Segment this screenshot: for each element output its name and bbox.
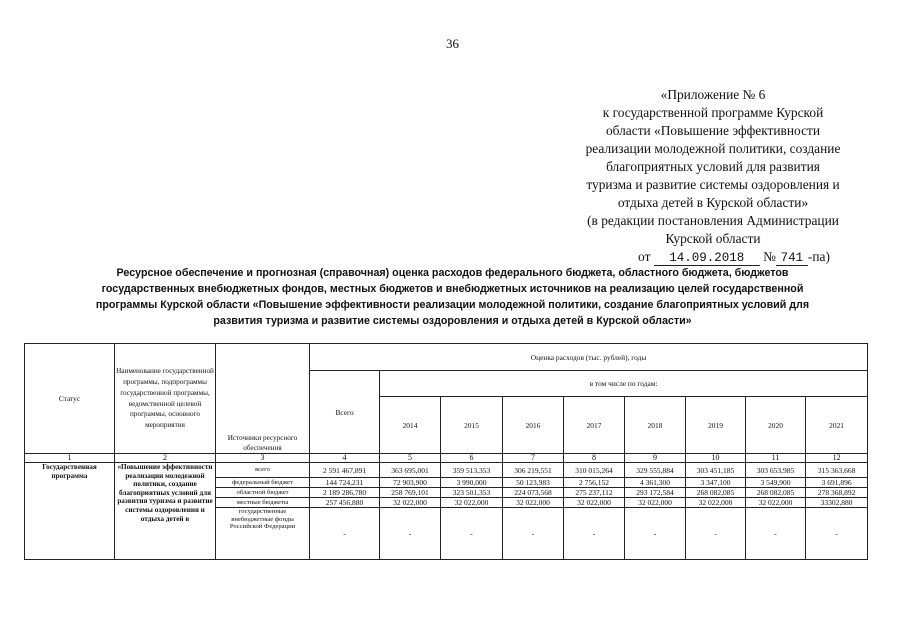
value-cell: 275 237,112 [564,488,625,498]
header-total: Всего [310,371,380,454]
value-cell: 268 082,085 [686,488,746,498]
column-number: 11 [746,454,806,463]
appendix-note [548,86,878,266]
value-cell: 32 022,000 [564,498,625,508]
value-cell: - [806,508,868,560]
number-label: № [763,249,776,264]
value-cell: - [503,508,564,560]
value-cell: 3 691,896 [806,478,868,488]
value-cell: 144 724,231 [310,478,380,488]
value-cell: 2 189 286,780 [310,488,380,498]
value-cell: 359 513,353 [441,463,503,478]
value-cell: 3 347,100 [686,478,746,488]
value-cell: - [746,508,806,560]
column-number: 7 [503,454,564,463]
value-cell: 310 015,264 [564,463,625,478]
header-year: 2014 [380,397,441,454]
value-cell: 32 022,000 [380,498,441,508]
value-cell: 32 022,000 [686,498,746,508]
header-status: Статус [25,344,115,454]
value-cell: - [380,508,441,560]
source-label: всего [216,463,310,478]
appendix-line: туризма и развитие системы оздоровления и [586,177,840,192]
appendix-line: Курской области [665,231,761,246]
header-year: 2020 [746,397,806,454]
value-cell: 3 990,000 [441,478,503,488]
value-cell: - [686,508,746,560]
value-cell: 306 219,551 [503,463,564,478]
program-name: «Повышение эффективности реализации молодежной политики, создание благоприятных условий для развития туризма и развитие системы оздоровления и отдыха детей в [115,463,216,560]
header-by-years: в том числе по годам: [380,371,868,397]
column-number: 4 [310,454,380,463]
header-year: 2021 [806,397,868,454]
resolution-reference [548,248,878,266]
value-cell: 50 123,983 [503,478,564,488]
appendix-line: к государственной программе Курской [602,105,824,120]
source-label: федеральный бюджет [216,478,310,488]
heading-line: программы Курской области «Повышение эффективности реализации молодежной политики, создание благоприятных условий для [95,299,810,311]
value-cell: 258 769,101 [380,488,441,498]
value-cell: 224 073,568 [503,488,564,498]
value-cell: 32 022,000 [441,498,503,508]
header-estimate: Оценка расходов (тыс. рублей), годы [310,344,868,371]
value-cell: 278 368,892 [806,488,868,498]
column-number: 6 [441,454,503,463]
header-year: 2018 [625,397,686,454]
value-cell: 303 653,985 [746,463,806,478]
value-cell: - [441,508,503,560]
header-year: 2017 [564,397,625,454]
value-cell: 4 361,300 [625,478,686,488]
column-number: 3 [216,454,310,463]
heading-line: государственных внебюджетных фондов, местных бюджетов и внебюджетных источников на реализацию целей государственной [101,283,804,295]
column-number: 12 [806,454,868,463]
value-cell: - [564,508,625,560]
value-cell: 257 456,880 [310,498,380,508]
header-year: 2016 [503,397,564,454]
appendix-line: благоприятных условий для развития [606,159,820,174]
value-cell: - [625,508,686,560]
value-cell: 33302,880 [806,498,868,508]
heading-line: Ресурсное обеспечение и прогнозная (справочная) оценка расходов федерального бюджета, областного бюджета, бюджетов [116,267,789,279]
value-cell: 303 451,185 [686,463,746,478]
value-cell: 72 903,900 [380,478,441,488]
from-label: от [638,249,651,264]
appendix-line: «Приложение № 6 [660,87,766,102]
header-year: 2019 [686,397,746,454]
value-cell: 32 022,000 [746,498,806,508]
appendix-line: (в редакции постановления Администрации [587,213,839,228]
column-number: 5 [380,454,441,463]
header-name: Наименование государственной программы, подпрограммы государственной программы, ведомственной целевой программы, основного мероприятия [115,344,216,454]
source-label: государственные внебюджетные фонды Российской Федерации [216,508,310,560]
column-number: 10 [686,454,746,463]
appendix-line: реализации молодежной политики, создание [585,141,841,156]
document-heading [40,265,865,329]
column-number: 8 [564,454,625,463]
page-number: 36 [446,36,459,51]
header-year: 2015 [441,397,503,454]
value-cell: 323 501,353 [441,488,503,498]
column-number: 1 [25,454,115,463]
column-number: 2 [115,454,216,463]
value-cell: 2 591 467,891 [310,463,380,478]
value-cell: 32 022,000 [625,498,686,508]
column-number: 9 [625,454,686,463]
value-cell: 3 549,900 [746,478,806,488]
resolution-suffix: -па) [807,249,830,264]
value-cell: 268 082,085 [746,488,806,498]
value-cell: 329 555,884 [625,463,686,478]
value-cell: 2 756,152 [564,478,625,488]
appendix-line: области «Повышение эффективности [605,123,821,138]
value-cell: 32 022,000 [503,498,564,508]
source-label: местные бюджеты [216,498,310,508]
header-sources: Источники ресурсного обеспечения [216,344,310,454]
resolution-number: 741 [776,251,808,266]
value-cell: - [310,508,380,560]
resource-table [24,343,868,560]
value-cell: 363 695,001 [380,463,441,478]
heading-line: развития туризма и развитие системы оздоровления и отдыха детей в Курской области» [213,315,692,327]
value-cell: 293 172,584 [625,488,686,498]
source-label: областной бюджет [216,488,310,498]
resolution-date: 14.09.2018 [654,251,760,266]
program-status: Государственная программа [25,463,115,560]
value-cell: 315 363,668 [806,463,868,478]
appendix-line: отдыха детей в Курской области» [617,195,809,210]
